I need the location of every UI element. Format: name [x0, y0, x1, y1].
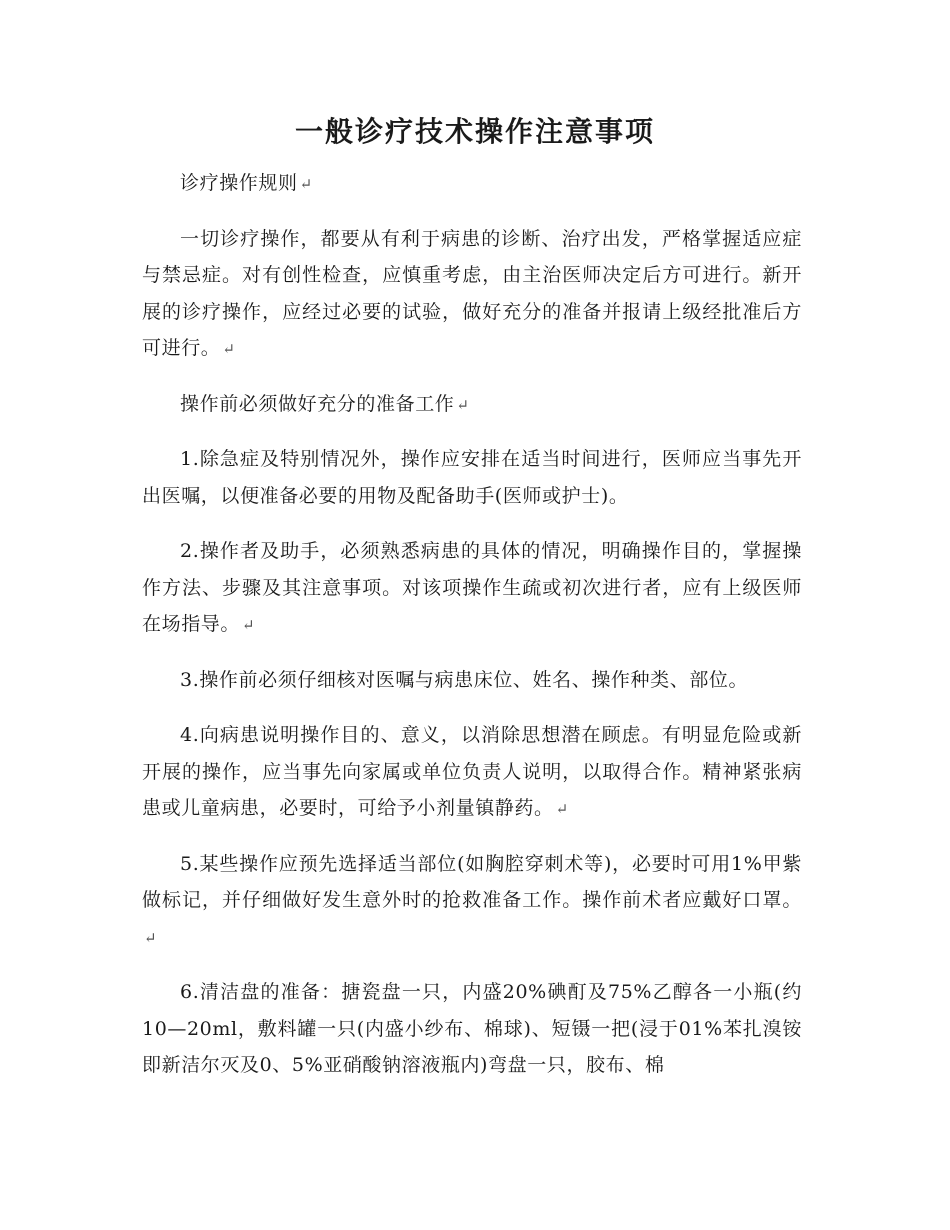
paragraph-text: 5.某些操作应预先选择适当部位(如胸腔穿刺术等)，必要时可用1%甲紫做标记，并仔细做好发生意外时的抢救准备工作。操作前术者应戴好口罩。	[142, 852, 802, 911]
paragraph	[142, 662, 802, 700]
paragraph-text: 2.操作者及助手，必须熟悉病患的具体的情况，明确操作目的，掌握操作方法、步骤及其注意事项。对该项操作生疏或初次进行者，应有上级医师在场指导。	[142, 540, 802, 635]
paragraph-text: 6.清洁盘的准备：搪瓷盘一只，内盛20%碘酊及75%乙醇各一小瓶(约10—20ml，敷料罐一只(内盛小纱布、棉球)、短镊一把(浸于01%苯扎溴铵即新洁尔灭及0、5%亚硝酸钠溶液瓶内)弯盘一只，胶布、棉	[142, 981, 802, 1076]
paragraph	[142, 386, 802, 424]
paragraph	[142, 165, 802, 203]
paragraph-mark-icon: ↵	[242, 616, 255, 634]
document-body	[142, 165, 802, 1103]
paragraph	[142, 533, 802, 644]
paragraph	[142, 717, 802, 828]
paragraph-text: 诊疗操作规则	[180, 172, 298, 194]
paragraph	[142, 441, 802, 515]
paragraph-text: 操作前必须做好充分的准备工作	[180, 392, 455, 415]
paragraph-mark-icon: ↵	[144, 928, 157, 947]
document-title: 一般诊疗技术操作注意事项	[294, 115, 655, 148]
paragraph-text: 3.操作前必须仔细核对医嘱与病患床位、姓名、操作种类、部位。	[180, 668, 749, 691]
paragraph-text: 一切诊疗操作，都要从有利于病患的诊断、治疗出发，严格掌握适应症与禁忌症。对有创性检查，应慎重考虑，由主治医师决定后方可进行。新开展的诊疗操作，应经过必要的试验，做好充分的准备并报请上级经批准后方可进行。	[142, 227, 802, 359]
paragraph	[142, 846, 802, 957]
paragraph	[142, 974, 802, 1085]
paragraph-text: 1.除急症及特别情况外，操作应安排在适当时间进行，医师应当事先开出医嘱，以便准备必要的用物及配备助手(医师或护士)。	[142, 448, 802, 507]
paragraph-mark-icon: ↵	[555, 800, 569, 818]
paragraph-mark-icon: ↵	[299, 175, 313, 193]
paragraph	[142, 221, 802, 368]
paragraph-text: 4.向病患说明操作目的、意义，以消除思想潜在顾虑。有明显危险或新开展的操作，应当事先向家属或单位负责人说明，以取得合作。精神紧张病患或儿童病患，必要时，可给予小剂量镇静药。	[142, 724, 802, 819]
paragraph-mark-icon: ↵	[222, 340, 235, 358]
paragraph-mark-icon: ↵	[456, 395, 469, 414]
